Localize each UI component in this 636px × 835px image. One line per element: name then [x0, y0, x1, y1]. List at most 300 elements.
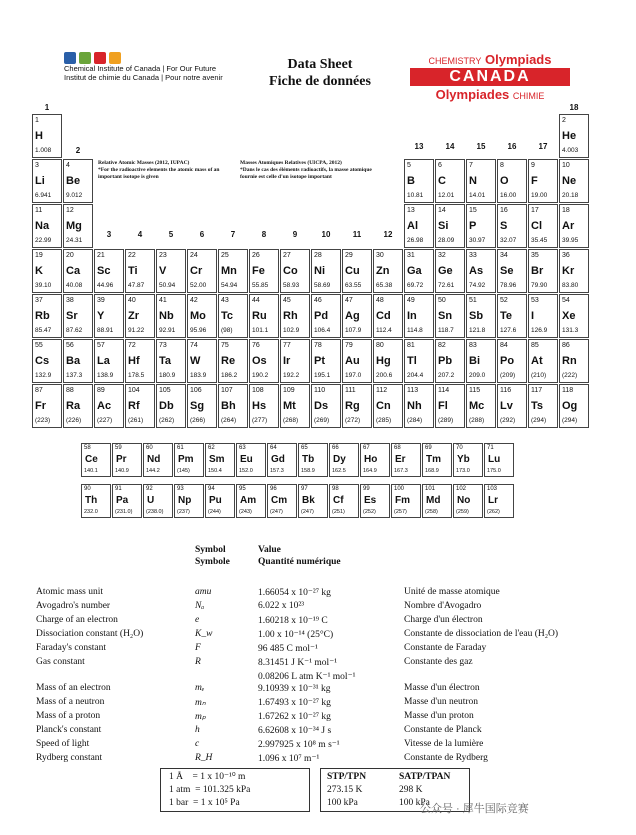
- atomic-mass: (266): [190, 417, 206, 424]
- constant-symbol: h: [195, 725, 200, 735]
- atomic-number: 20: [66, 252, 74, 259]
- atomic-number: 53: [531, 297, 539, 304]
- atomic-number: 44: [252, 297, 260, 304]
- atomic-mass: 102.9: [283, 327, 300, 334]
- element-symbol: La: [97, 355, 110, 367]
- element-Am: [236, 484, 266, 518]
- element-Si: [435, 204, 465, 248]
- atomic-number: 26: [252, 252, 260, 259]
- atomic-mass: 40.08: [66, 282, 83, 289]
- atomic-mass: 140.9: [115, 468, 129, 474]
- element-symbol: No: [457, 495, 471, 506]
- atomic-number: 76: [252, 342, 260, 349]
- atomic-mass: 167.3: [394, 468, 408, 474]
- atomic-mass: (261): [128, 417, 144, 424]
- atomic-mass: 131.3: [562, 327, 579, 334]
- element-Cf: [329, 484, 359, 518]
- element-symbol: Ts: [531, 400, 544, 412]
- satp-temp: 298 K: [399, 785, 423, 795]
- element-symbol: Sb: [469, 310, 484, 322]
- atomic-number: 8: [500, 162, 504, 169]
- constant-name-fr: Masse d'un électron: [404, 683, 480, 693]
- element-symbol: Pm: [178, 454, 194, 465]
- element-symbol: Pu: [209, 495, 222, 506]
- atomic-number: 68: [394, 445, 401, 451]
- constant-name-fr: Constante des gaz: [404, 657, 473, 667]
- group-4: 4: [137, 230, 143, 239]
- atomic-mass: (259): [456, 509, 469, 515]
- element-symbol: Nh: [407, 400, 422, 412]
- atomic-number: 30: [376, 252, 384, 259]
- atomic-number: 115: [469, 387, 481, 394]
- atomic-number: 39: [97, 297, 105, 304]
- atomic-mass: (243): [239, 509, 252, 515]
- atomic-mass: 22.99: [35, 237, 52, 244]
- group-18: 18: [569, 103, 579, 112]
- element-Sb: [466, 294, 496, 338]
- atomic-mass: 140.1: [84, 468, 98, 474]
- atomic-number: 13: [407, 207, 415, 214]
- atomic-mass: 150.4: [208, 468, 222, 474]
- atomic-mass: 152.0: [239, 468, 253, 474]
- atomic-mass: 162.5: [332, 468, 346, 474]
- atomic-number: 110: [314, 387, 326, 394]
- atomic-mass: 28.09: [438, 237, 455, 244]
- element-symbol: Ti: [128, 265, 138, 277]
- atomic-number: 5: [407, 162, 411, 169]
- element-symbol: Rg: [345, 400, 360, 412]
- element-symbol: Bh: [221, 400, 236, 412]
- group-15: 15: [476, 142, 486, 151]
- atomic-mass: 95.96: [190, 327, 207, 334]
- element-symbol: Fe: [252, 265, 265, 277]
- atomic-number: 23: [159, 252, 167, 259]
- group-2: 2: [75, 146, 81, 155]
- element-symbol: Ba: [66, 355, 81, 367]
- atomic-mass: 1.008: [35, 147, 52, 154]
- atomic-number: 63: [239, 445, 246, 451]
- atomic-mass: (284): [407, 417, 423, 424]
- atomic-mass: 190.2: [252, 372, 269, 379]
- atomic-mass: 168.9: [425, 468, 439, 474]
- element-Sm: [205, 443, 235, 477]
- element-Gd: [267, 443, 297, 477]
- group-6: 6: [199, 230, 205, 239]
- institute-fr: Institut de chimie du Canada | Pour notre avenir: [64, 73, 223, 82]
- atomic-number: 45: [283, 297, 291, 304]
- atomic-number: 117: [531, 387, 543, 394]
- element-symbol: I: [531, 310, 535, 322]
- cic-logo-icons: [64, 52, 223, 64]
- element-Y: [94, 294, 124, 338]
- group-11: 11: [352, 230, 362, 239]
- atomic-number: 40: [128, 297, 136, 304]
- element-Hg: [373, 339, 403, 383]
- atomic-mass: 63.55: [345, 282, 362, 289]
- atomic-number: 60: [146, 445, 153, 451]
- atomic-number: 97: [301, 486, 308, 492]
- atomic-number: 70: [456, 445, 463, 451]
- element-symbol: Ta: [159, 355, 172, 367]
- atomic-number: 19: [35, 252, 43, 259]
- atomic-number: 65: [301, 445, 308, 451]
- constant-value: 8.31451 J K⁻¹ mol⁻¹: [258, 658, 338, 668]
- atomic-number: 61: [177, 445, 184, 451]
- atomic-number: 34: [500, 252, 508, 259]
- element-He: [559, 114, 589, 158]
- atomic-mass: 132.9: [35, 372, 52, 379]
- group-17: 17: [538, 142, 548, 151]
- constant-name-fr: Unité de masse atomique: [404, 587, 500, 597]
- element-symbol: Ds: [314, 400, 329, 412]
- element-symbol: Hf: [128, 355, 140, 367]
- atomic-number: 57: [97, 342, 105, 349]
- element-symbol: Mc: [469, 400, 485, 412]
- element-Nd: [143, 443, 173, 477]
- atomic-mass: (272): [345, 417, 361, 424]
- constant-value: 1.096 x 10⁷ m⁻¹: [258, 754, 320, 764]
- element-symbol: Ru: [252, 310, 267, 322]
- atomic-mass: 195.1: [314, 372, 331, 379]
- element-symbol: Ni: [314, 265, 325, 277]
- element-symbol: Tb: [302, 454, 315, 465]
- element-symbol: Cm: [271, 495, 288, 506]
- atomic-mass: (292): [500, 417, 516, 424]
- unit-atm: 1 atm = 101.325 kPa: [169, 785, 251, 795]
- atomic-mass: (244): [208, 509, 221, 515]
- atomic-mass: 35.45: [531, 237, 548, 244]
- note-en-title: Relative Atomic Masses (2012, IUPAC): [98, 160, 190, 166]
- atomic-number: 36: [562, 252, 570, 259]
- atomic-number: 10: [562, 162, 570, 169]
- element-symbol: Cl: [531, 220, 542, 232]
- element-symbol: Xe: [562, 310, 576, 322]
- element-V: [156, 249, 186, 293]
- element-Pu: [205, 484, 235, 518]
- unit-angstrom: 1 Å = 1 x 10⁻¹⁰ m: [169, 772, 246, 782]
- element-Db: [156, 384, 186, 428]
- atomic-number: 88: [66, 387, 74, 394]
- atomic-number: 42: [190, 297, 198, 304]
- element-Es: [360, 484, 390, 518]
- element-symbol: Es: [364, 495, 377, 506]
- element-Al: [404, 204, 434, 248]
- logo-icon-green: [79, 52, 91, 64]
- element-Nh: [404, 384, 434, 428]
- atomic-number: 43: [221, 297, 229, 304]
- element-symbol: Ho: [364, 454, 378, 465]
- title-fr: Fiche de données: [269, 74, 371, 89]
- atomic-mass: 58.69: [314, 282, 331, 289]
- atomic-mass: 55.85: [252, 282, 269, 289]
- element-symbol: Te: [500, 310, 513, 322]
- element-Os: [249, 339, 279, 383]
- atomic-mass: 180.9: [159, 372, 176, 379]
- atomic-mass: 72.61: [438, 282, 455, 289]
- atomic-mass: (269): [314, 417, 330, 424]
- constant-name-en: Avogadro's number: [36, 601, 111, 611]
- element-symbol: Bk: [302, 495, 315, 506]
- atomic-mass: 144.2: [146, 468, 160, 474]
- atomic-mass: (289): [438, 417, 454, 424]
- atomic-number: 25: [221, 252, 229, 259]
- atomic-mass: (264): [221, 417, 237, 424]
- note-fr-body: *Dans le cas des éléments radioactifs, la masse atomique fournie est celle d'un isotope important: [240, 167, 372, 180]
- atomic-number: 33: [469, 252, 477, 259]
- constant-name-fr: Masse d'un proton: [404, 711, 474, 721]
- element-Sc: [94, 249, 124, 293]
- logo-icon-red: [94, 52, 106, 64]
- atomic-mass: 164.9: [363, 468, 377, 474]
- atomic-mass: 209.0: [469, 372, 486, 379]
- element-symbol: Sg: [190, 400, 205, 412]
- element-H: [32, 114, 62, 158]
- element-symbol: Nb: [159, 310, 174, 322]
- atomic-number: 64: [270, 445, 277, 451]
- atomic-mass: 88.91: [97, 327, 114, 334]
- constant-symbol: R: [195, 657, 201, 667]
- atomic-number: 46: [314, 297, 322, 304]
- element-Np: [174, 484, 204, 518]
- atomic-mass: 200.6: [376, 372, 393, 379]
- group-12: 12: [383, 230, 393, 239]
- element-symbol: N: [469, 175, 477, 187]
- element-symbol: Hs: [252, 400, 267, 412]
- atomic-mass: 121.8: [469, 327, 486, 334]
- element-Ta: [156, 339, 186, 383]
- atomic-mass: (98): [221, 327, 233, 334]
- element-symbol: Cn: [376, 400, 391, 412]
- atomic-number: 32: [438, 252, 446, 259]
- atomic-number: 62: [208, 445, 215, 451]
- atomic-mass: 52.00: [190, 282, 207, 289]
- atomic-mass: (268): [283, 417, 299, 424]
- atomic-mass: 4.003: [562, 147, 579, 154]
- group-14: 14: [445, 142, 455, 151]
- atomic-number: 86: [562, 342, 570, 349]
- atomic-number: 69: [425, 445, 432, 451]
- element-Pa: [112, 484, 142, 518]
- element-symbol: Sn: [438, 310, 453, 322]
- atomic-number: 74: [190, 342, 198, 349]
- element-symbol: Rb: [35, 310, 50, 322]
- element-Rn: [559, 339, 589, 383]
- atomic-mass: 24.31: [66, 237, 83, 244]
- constant-symbol: R_H: [195, 753, 213, 763]
- olymp-chemistry: CHEMISTRY: [428, 56, 482, 66]
- atomic-number: 80: [376, 342, 384, 349]
- element-Ra: [63, 384, 93, 428]
- constant-name-fr: Masse d'un neutron: [404, 697, 479, 707]
- units-box: [160, 768, 310, 812]
- atomic-mass: 183.9: [190, 372, 207, 379]
- atomic-mass: 112.4: [376, 327, 392, 334]
- group-16: 16: [507, 142, 517, 151]
- atomic-number: 24: [190, 252, 198, 259]
- atomic-mass: 204.4: [407, 372, 424, 379]
- element-symbol: W: [190, 355, 201, 367]
- element-Bk: [298, 484, 328, 518]
- element-U: [143, 484, 173, 518]
- element-symbol: Pd: [314, 310, 329, 322]
- element-In: [404, 294, 434, 338]
- atomic-number: 112: [376, 387, 388, 394]
- element-Cr: [187, 249, 217, 293]
- element-symbol: Cs: [35, 355, 50, 367]
- atomic-number: 47: [345, 297, 353, 304]
- constants-header-value: [258, 544, 341, 568]
- group-8: 8: [261, 230, 267, 239]
- constant-value: 1.67262 x 10⁻²⁷ kg: [258, 712, 331, 722]
- element-symbol: O: [500, 175, 509, 187]
- satp-header: SATP/TPAN: [399, 772, 451, 782]
- atomic-mass: 137.3: [66, 372, 83, 379]
- atomic-mass: 79.90: [531, 282, 548, 289]
- atomic-mass: 12.01: [438, 192, 455, 199]
- constant-name-en: Atomic mass unit: [36, 587, 104, 597]
- title-en: Data Sheet: [287, 57, 353, 72]
- atomic-mass: (277): [252, 417, 268, 424]
- atomic-mass: 158.9: [301, 468, 315, 474]
- group-3: 3: [106, 230, 112, 239]
- element-Ac: [94, 384, 124, 428]
- element-symbol: Og: [562, 400, 578, 412]
- atomic-number: 72: [128, 342, 136, 349]
- atomic-mass: 106.4: [314, 327, 331, 334]
- element-symbol: Mt: [283, 400, 296, 412]
- element-Bi: [466, 339, 496, 383]
- constant-name-en: Rydberg constant: [36, 753, 103, 763]
- constant-symbol: K_w: [195, 629, 213, 639]
- atomic-mass: 19.00: [531, 192, 548, 199]
- element-Fm: [391, 484, 421, 518]
- element-Be: [63, 159, 93, 203]
- atomic-mass: (262): [159, 417, 175, 424]
- element-Sn: [435, 294, 465, 338]
- atomic-number: 9: [531, 162, 535, 169]
- element-symbol: He: [562, 130, 577, 142]
- atomic-mass: (145): [177, 468, 190, 474]
- element-Re: [218, 339, 248, 383]
- constant-name-en: Mass of a proton: [36, 711, 101, 721]
- element-Ne: [559, 159, 589, 203]
- element-symbol: Tm: [426, 454, 441, 465]
- constant-symbol: mₚ: [195, 712, 206, 722]
- element-Ag: [342, 294, 372, 338]
- atomic-mass: 26.98: [407, 237, 424, 244]
- element-Hf: [125, 339, 155, 383]
- group-5: 5: [168, 230, 174, 239]
- atomic-number: 105: [159, 387, 171, 394]
- element-Cs: [32, 339, 62, 383]
- element-Zn: [373, 249, 403, 293]
- header-value: Value: [258, 545, 281, 555]
- atomic-number: 78: [314, 342, 322, 349]
- note-en-body: *For the radioactive elements the atomic mass of an important isotope is given: [98, 167, 220, 180]
- element-Cl: [528, 204, 558, 248]
- element-Lv: [497, 384, 527, 428]
- atomic-mass: 92.91: [159, 327, 176, 334]
- constant-name-en: Mass of a neutron: [36, 697, 105, 707]
- element-symbol: Np: [178, 495, 192, 506]
- stp-temp: 273.15 K: [327, 785, 363, 795]
- atomic-number: 92: [146, 486, 153, 492]
- atomic-mass: 178.5: [128, 372, 145, 379]
- atomic-mass: 44.96: [97, 282, 114, 289]
- element-symbol: Sm: [209, 454, 225, 465]
- atomic-mass: 173.0: [456, 468, 470, 474]
- atomic-number: 114: [438, 387, 450, 394]
- element-Rg: [342, 384, 372, 428]
- constant-symbol: mₑ: [195, 683, 205, 693]
- element-Lr: [484, 484, 514, 518]
- element-symbol: Na: [35, 220, 50, 232]
- element-symbol: Db: [159, 400, 174, 412]
- element-N: [466, 159, 496, 203]
- atomic-mass: (294): [531, 417, 547, 424]
- atomic-mass: 74.92: [469, 282, 486, 289]
- constant-value: 9.10939 x 10⁻³¹ kg: [258, 684, 331, 694]
- atomic-number: 83: [469, 342, 477, 349]
- constant-value: 6.62608 x 10⁻³⁴ J s: [258, 726, 332, 736]
- element-symbol: Am: [240, 495, 257, 506]
- atomic-mass: (257): [394, 509, 407, 515]
- atomic-number: 52: [500, 297, 508, 304]
- element-Sg: [187, 384, 217, 428]
- element-symbol: Ac: [97, 400, 112, 412]
- atomic-number: 106: [190, 387, 202, 394]
- element-No: [453, 484, 483, 518]
- satp-pressure: 100 kPa: [399, 798, 430, 808]
- element-symbol: Zr: [128, 310, 139, 322]
- atomic-number: 50: [438, 297, 446, 304]
- element-Md: [422, 484, 452, 518]
- atomic-number: 87: [35, 387, 43, 394]
- element-symbol: At: [531, 355, 543, 367]
- element-Ca: [63, 249, 93, 293]
- atomic-number: 28: [314, 252, 322, 259]
- atomic-number: 113: [407, 387, 419, 394]
- atomic-mass: 157.3: [270, 468, 284, 474]
- olymp-olympiades: Olympiades: [435, 87, 510, 102]
- element-Pm: [174, 443, 204, 477]
- atomic-mass: 6.941: [35, 192, 52, 199]
- atomic-number: 1: [35, 117, 39, 124]
- atomic-mass: 207.2: [438, 372, 455, 379]
- group-9: 9: [292, 230, 298, 239]
- constant-name-en: Planck's constant: [36, 725, 102, 735]
- element-symbol: Yb: [457, 454, 470, 465]
- atomic-mass: 20.18: [562, 192, 579, 199]
- atomic-mass: 32.07: [500, 237, 517, 244]
- element-symbol: Os: [252, 355, 267, 367]
- element-Og: [559, 384, 589, 428]
- element-symbol: Mn: [221, 265, 237, 277]
- atomic-mass: (258): [425, 509, 438, 515]
- element-Ir: [280, 339, 310, 383]
- element-Na: [32, 204, 62, 248]
- element-symbol: Se: [500, 265, 514, 277]
- page-title: [250, 56, 390, 90]
- element-symbol: Pa: [116, 495, 129, 506]
- atomic-number: 89: [97, 387, 105, 394]
- atomic-number: 31: [407, 252, 415, 259]
- constant-symbol: Nₐ: [195, 601, 205, 611]
- atomic-number: 85: [531, 342, 539, 349]
- element-Rf: [125, 384, 155, 428]
- atomic-mass: 126.9: [531, 327, 548, 334]
- atomic-mass: (285): [376, 417, 392, 424]
